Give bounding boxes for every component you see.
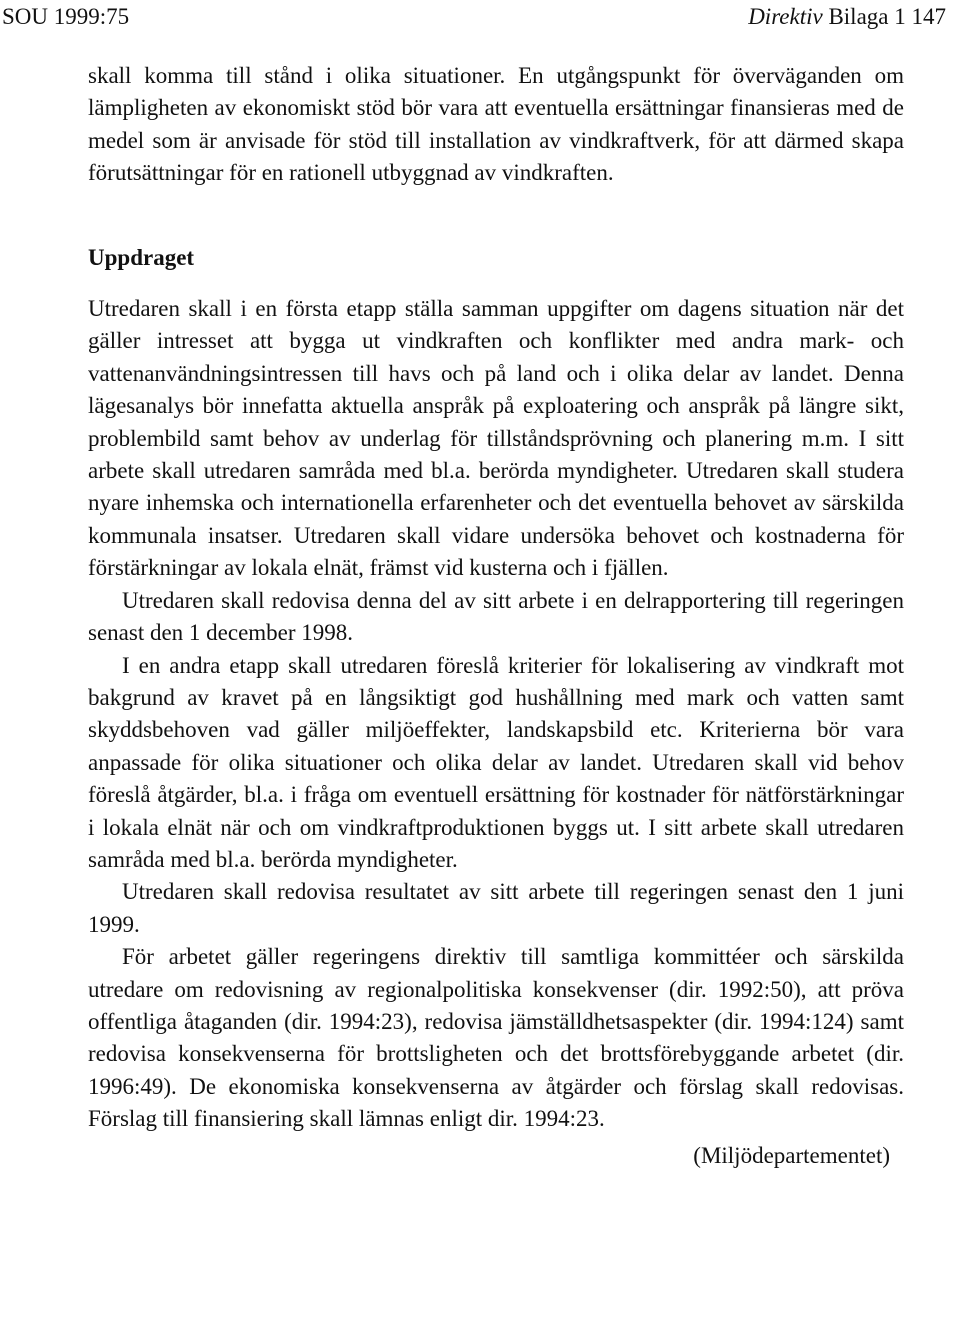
spacer (88, 274, 904, 293)
body-paragraph-1: Utredaren skall i en första etapp ställa samman uppgifter om dagens situation när det gäller intresset att bygga ut vindkraften och konflikter med andra mark- och vattenanvändningsintressen till havs och på land och i olika delar av landet. Denna lägesanalys bör innefatta aktuella anspråk på exploatering och anspråk på längre sikt, problembild samt behov av underlag för tillståndsprövning och planering m.m. I sitt arbete skall utredaren samråda med bl.a. berörda myndigheter. Utredaren skall studera nyare inhemska och internationella erfarenheter och det eventuella behovet av särskilda kommunala insatser. Utredaren skall vidare undersöka behovet och kostnaderna för förstärkningar av lokala elnät, främst vid kusterna och i fjällen. (88, 296, 904, 581)
page-label-italic: Direktiv (748, 4, 823, 29)
page-label (748, 2, 946, 32)
body-paragraph-5: För arbetet gäller regeringens direktiv till samtliga kommittéer och särskilda utredare om redovisning av regionalpolitiska konsekvenser (dir. 1992:50), att pröva offentliga åtaganden (dir. 1994:23), redovisa jämställdhetsaspekter (dir. 1994:124) samt redovisa konsekvenserna för brottsligheten och det brottsförebyggande arbetet (dir. 1996:49). De ekonomiska konsekvenserna av åtgärder och förslag skall redovisas. Förslag till finansiering skall lämnas enligt dir. 1994:23. (88, 944, 904, 1132)
spacer (88, 190, 904, 242)
page-header (0, 2, 960, 32)
page-body (88, 60, 904, 1172)
intro-paragraph: skall komma till stånd i olika situationer. En utgångspunkt för överväganden om lämpligheten av ekonomiskt stöd bör vara att eventuella ersättningar finansieras med de medel som är anvisade för stöd till installation av vindkraftverk, för att därmed skapa förutsättningar för en rationell utbyggnad av vindkraften. (88, 63, 904, 186)
signature: (Miljödepartementet) (693, 1142, 890, 1168)
body-paragraph-4: Utredaren skall redovisa resultatet av sitt arbete till regeringen senast den 1 juni 1999. (88, 879, 904, 937)
body-paragraph-2: Utredaren skall redovisa denna del av sitt arbete i en delrapportering till regeringen senast den 1 december 1998. (88, 587, 904, 646)
body-paragraph-3: I en andra etapp skall utredaren föreslå kriterier för lokalisering av vindkraft mot bakgrund av kravet på en långsiktigt god hushållning med mark och vatten samt skyddsbehoven vad gäller miljöeffekter, landskapsbild etc. Kriterierna bör vara anpassade för olika situationer och olika delar av landet. Utredaren skall vid behov föreslå åtgärder, bl.a. i fråga om eventuell ersättning för kostnader för nätförstärkningar i lokala elnät när och om vindkraftproduktionen byggs ut. I sitt arbete skall utredaren samråda med bl.a. berörda myndigheter. (88, 652, 904, 872)
page-label-rest: Bilaga 1 147 (822, 4, 946, 29)
section-heading: Uppdraget (88, 244, 195, 270)
document-reference: SOU 1999:75 (2, 4, 130, 29)
